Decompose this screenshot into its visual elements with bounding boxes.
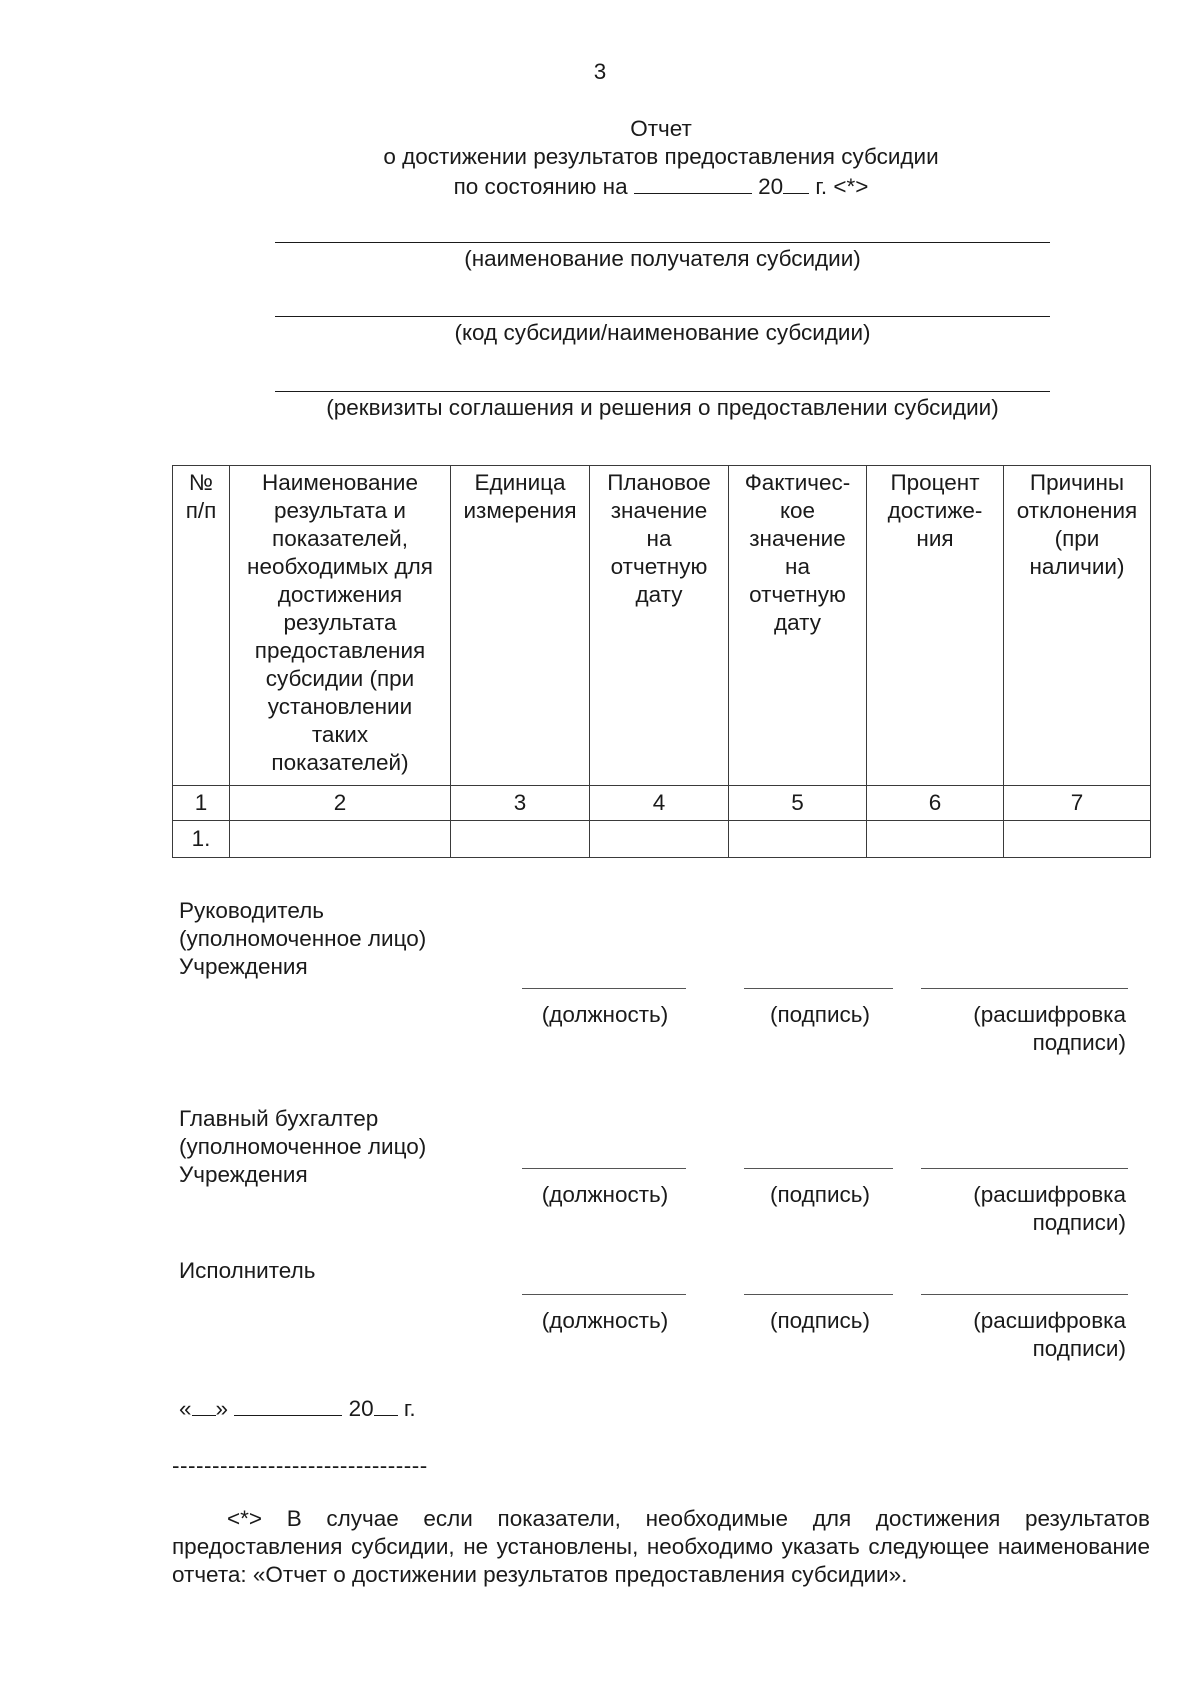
table-cell [729, 821, 867, 858]
date-year-blank [374, 1393, 398, 1416]
column-number: 1 [173, 786, 230, 821]
head-signature-line [744, 988, 893, 989]
date-year-prefix: 20 [348, 1396, 374, 1421]
agreement-details-line [275, 391, 1050, 392]
table-cell [230, 821, 451, 858]
column-number: 7 [1004, 786, 1151, 821]
head-decoding-line [921, 988, 1128, 989]
header-text: № п/п [185, 470, 217, 523]
table-cell [1004, 821, 1151, 858]
footnote-text: <*> В случае если показатели, необходимые для достижения результатов предоставления субсидии, не установлены, необходимо указать следующее наименование отчета: «Отчет о достижении результатов предоставления субсидии». [172, 1506, 1150, 1587]
signatory-accountant-label [179, 1077, 447, 1189]
year-suffix: г. <*> [815, 174, 869, 199]
header-text: Плановое значение на отчетную дату [607, 470, 711, 607]
head-position-line [522, 988, 686, 989]
accountant-signature-line [744, 1168, 893, 1169]
page-number: 3 [593, 59, 607, 84]
year-blank [783, 171, 809, 194]
results-table [172, 465, 1151, 858]
header-cell-percent [867, 466, 1004, 786]
table-cell: 1. [173, 821, 230, 858]
signatory-executor-label: Исполнитель [179, 1258, 316, 1283]
header-cell-number [173, 466, 230, 786]
column-number: 6 [867, 786, 1004, 821]
header-cell-planned [590, 466, 729, 786]
signatory-head-label: Руководитель (уполномоченное лицо) Учреждения [179, 898, 427, 979]
report-date-line [179, 1393, 416, 1423]
report-subtitle: о достижении результатов предоставления субсидии [383, 144, 939, 169]
accountant-position-line [522, 1168, 686, 1169]
column-number: 2 [230, 786, 451, 821]
head-position-caption: (должность) [541, 1002, 669, 1027]
month-blank [234, 1393, 342, 1416]
column-number-row [173, 786, 1151, 821]
accountant-decoding-line [921, 1168, 1128, 1169]
day-blank [192, 1393, 216, 1416]
table-cell [451, 821, 590, 858]
date-open-quote: « [179, 1396, 192, 1421]
executor-decoding-line [921, 1294, 1128, 1295]
report-title: Отчет [630, 116, 692, 141]
accountant-signature-caption: (подпись) [769, 1182, 871, 1207]
header-text: Наименование результата и показателей, необходимых для достижения результата предоставления субсидии (при установлении таких показателей) [247, 470, 433, 775]
executor-signature-caption: (подпись) [769, 1308, 871, 1333]
table-cell [867, 821, 1004, 858]
header-text: Фактичес- кое значение на отчетную дату [744, 470, 851, 635]
column-number: 4 [590, 786, 729, 821]
report-title-block [0, 115, 1200, 199]
accountant-position-caption: (должность) [541, 1182, 669, 1207]
agreement-details-caption: (реквизиты соглашения и решения о предоставлении субсидии) [326, 395, 999, 420]
head-decoding-caption: (расшифровка подписи) [973, 1002, 1126, 1055]
head-signature-caption: (подпись) [769, 1002, 871, 1027]
executor-signature-line [744, 1294, 893, 1295]
footnote [172, 1505, 1150, 1589]
recipient-name-line [275, 242, 1050, 243]
header-text: Процент достиже- ния [887, 470, 983, 551]
subsidy-code-line [275, 316, 1050, 317]
table-cell [590, 821, 729, 858]
column-number: 5 [729, 786, 867, 821]
header-cell-actual [729, 466, 867, 786]
subsidy-code-caption: (код субсидии/наименование субсидии) [454, 320, 871, 345]
accountant-decoding-caption: (расшифровка подписи) [973, 1182, 1126, 1235]
table-row [173, 821, 1151, 858]
table-header-row [173, 466, 1151, 786]
footnote-separator: -------------------------------- [172, 1453, 428, 1478]
executor-position-caption: (должность) [541, 1308, 669, 1333]
header-text: Причины отклонения (при наличии) [1016, 470, 1138, 579]
header-cell-unit [451, 466, 590, 786]
accountant-label-text: Главный бухгалтер (уполномоченное лицо) Учреждения [179, 1106, 427, 1187]
header-text: Единица измерения [463, 470, 577, 523]
date-year-suffix: г. [403, 1396, 416, 1421]
as-of-prefix: по состоянию на [453, 174, 628, 199]
year-prefix: 20 [758, 174, 784, 199]
date-blank [634, 171, 752, 194]
column-number: 3 [451, 786, 590, 821]
recipient-name-caption: (наименование получателя субсидии) [464, 246, 861, 271]
header-cell-result-name [230, 466, 451, 786]
date-close-quote: » [215, 1396, 229, 1421]
header-cell-reasons [1004, 466, 1151, 786]
executor-decoding-caption: (расшифровка подписи) [973, 1308, 1126, 1361]
executor-position-line [522, 1294, 686, 1295]
report-as-of-line [0, 171, 1200, 199]
